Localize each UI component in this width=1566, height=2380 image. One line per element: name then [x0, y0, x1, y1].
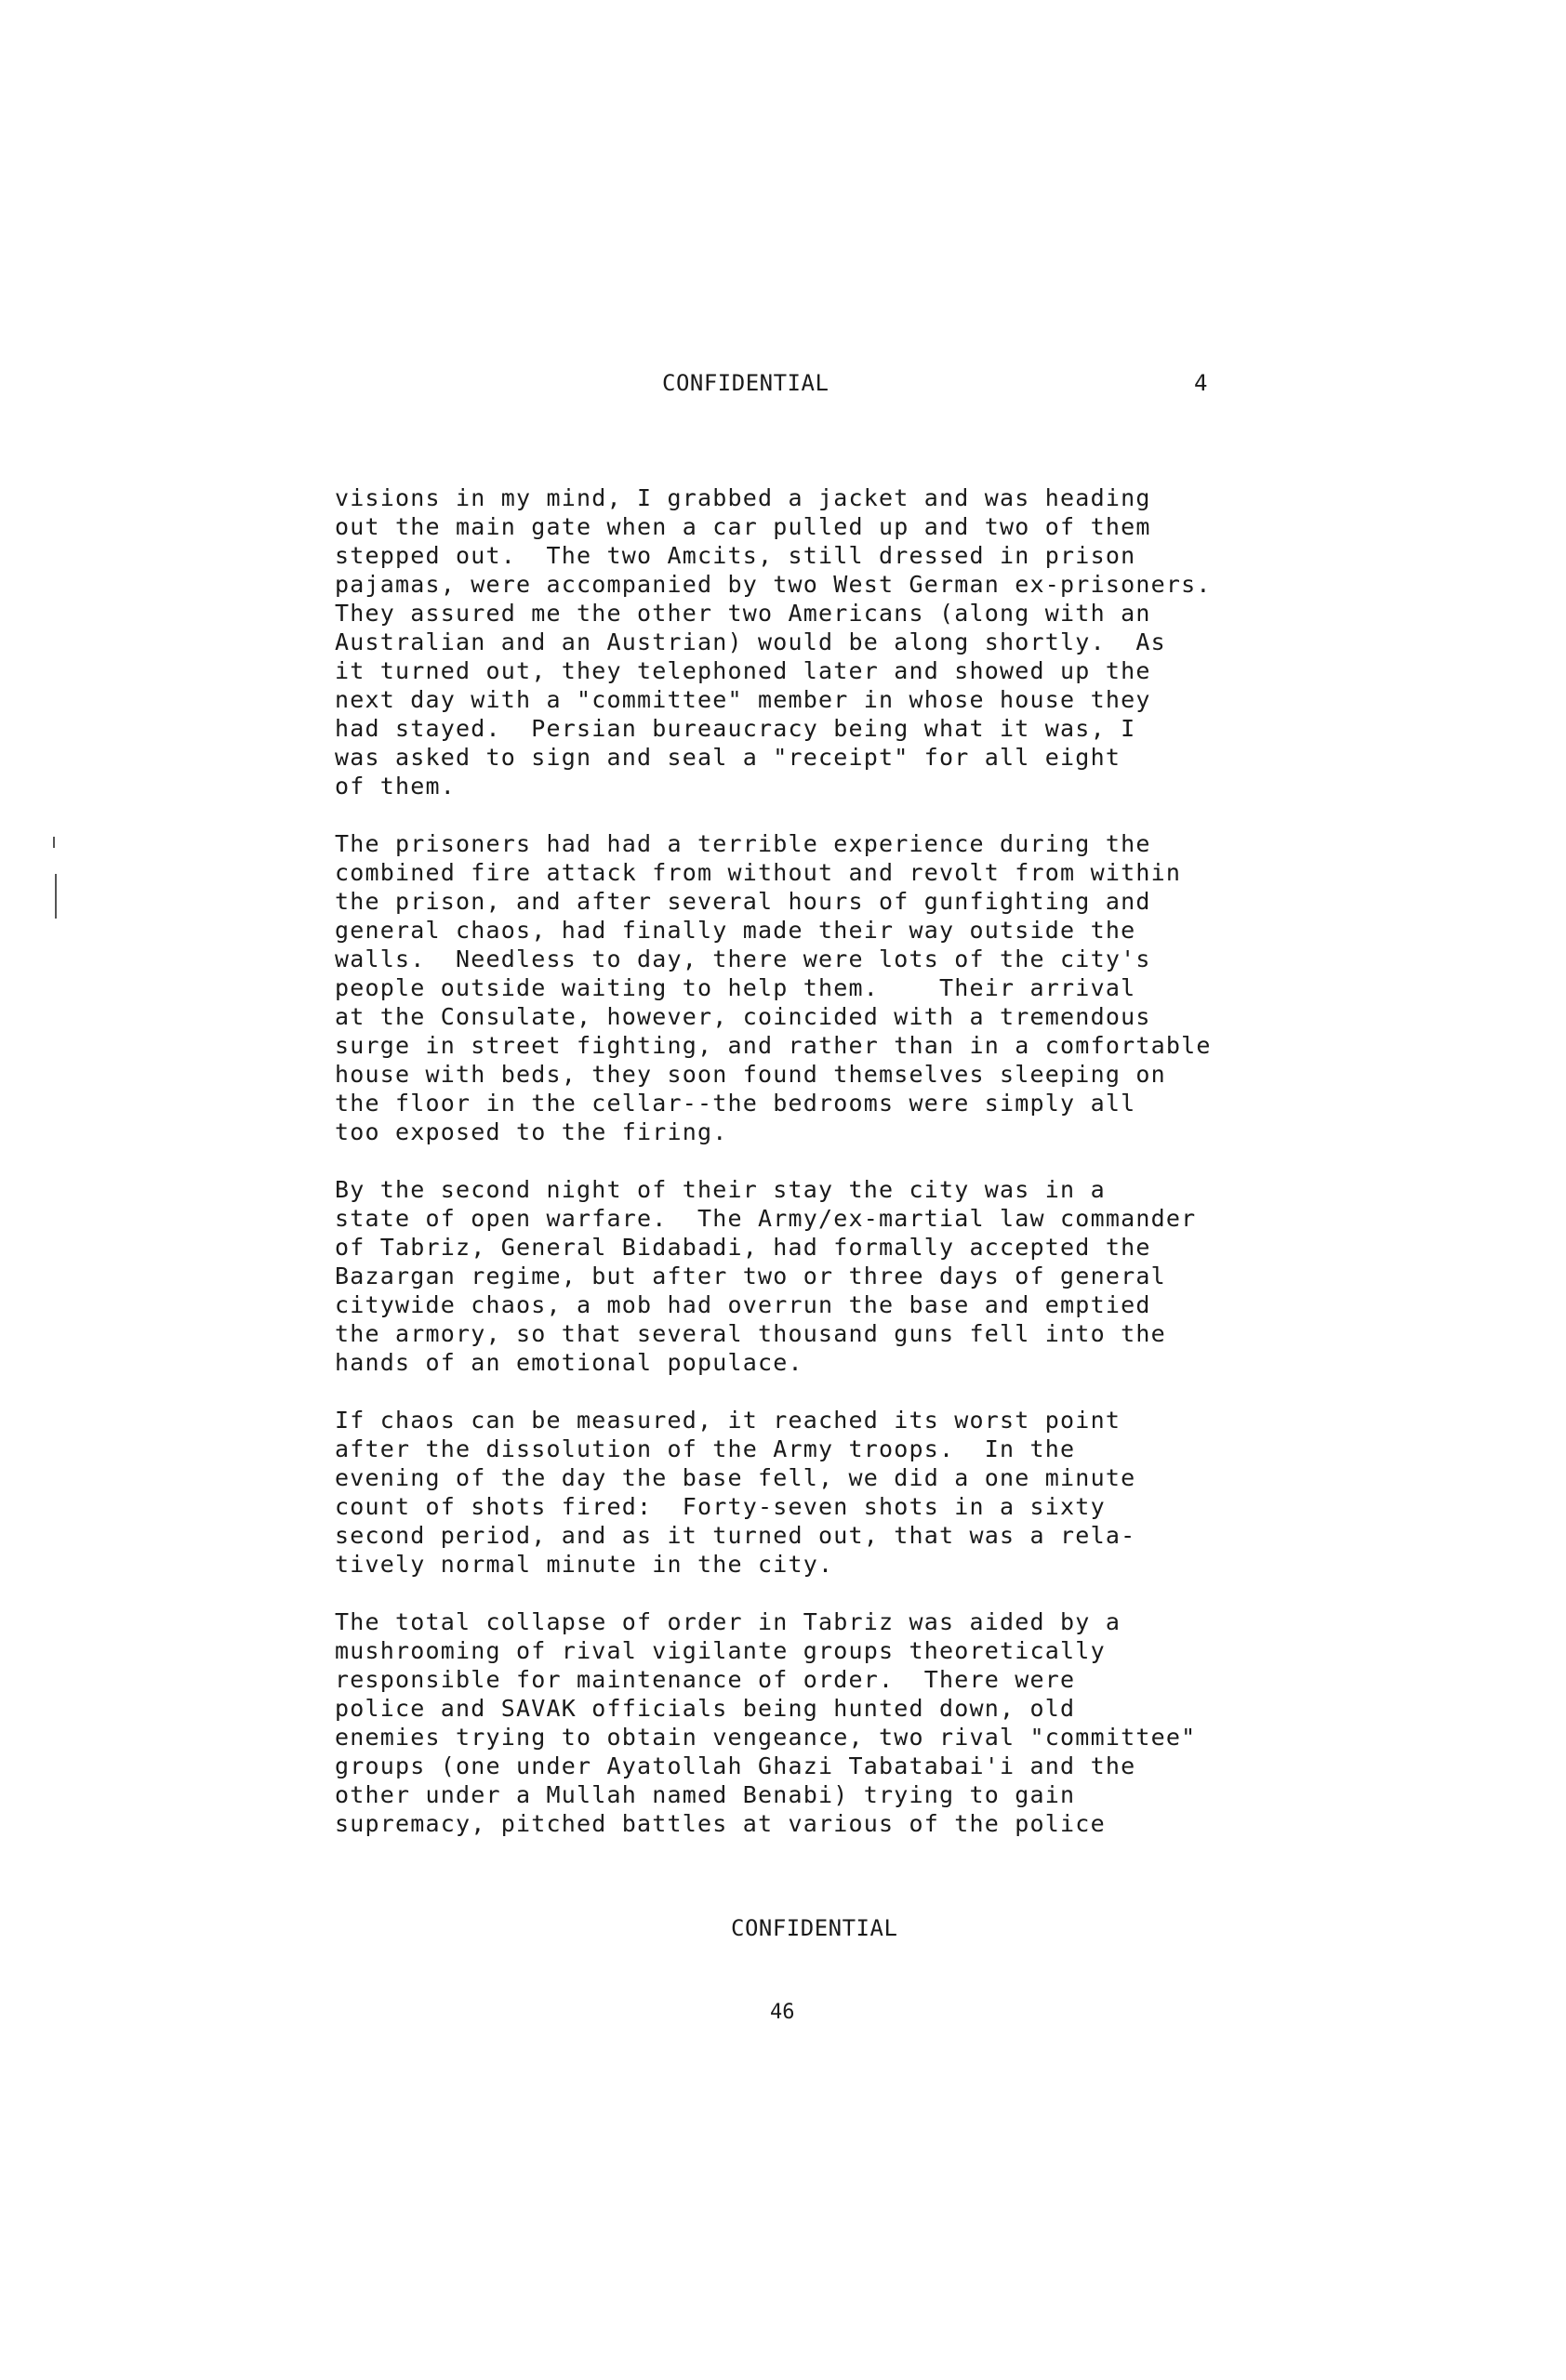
paragraph-4: If chaos can be measured, it reached its worst point after the dissolution of the Army troops. In the evening of the day the base fell, we did a one minute count of shots fired: Forty-seven shots in a sixty second period, and as it turned out, that was a rela- tively normal minute in the city.: [335, 1407, 1136, 1578]
paragraph-2: The prisoners had had a terrible experience during the combined fire attack from without and revolt from within the prison, and after several hours of gunfighting and general chaos, had finally made their way outside the walls. Needless to day, there were lots of the city's people outside waiting to help them. Their arrival at the Consulate, however, coincided with a tremendous surge in street fighting, and rather than in a comfortable house with beds, they soon found themselves sleeping on the floor in the cellar--the bedrooms were simply all too exposed to the firing.: [335, 830, 1212, 1145]
margin-mark: [55, 874, 57, 919]
footer-page-number: 46: [770, 2001, 795, 2024]
footer-classification: CONFIDENTIAL: [731, 1915, 898, 1941]
margin-mark: [53, 837, 55, 848]
paragraph-5: The total collapse of order in Tabriz was aided by a mushrooming of rival vigilante groups theoretically responsible for maintenance of order. There were police and SAVAK officials being hunted down, old enemies trying to obtain vengeance, two rival "committee" groups (one under Ayatollah Ghazi Tabatabai'i and the other under a Mullah named Benabi) trying to gain supremacy, pitched battles at various of the police: [335, 1608, 1197, 1837]
document-body: [335, 483, 1358, 1867]
header-page-number: 4: [1194, 370, 1208, 396]
paragraph-1: visions in my mind, I grabbed a jacket and was heading out the main gate when a car pulled up and two of them stepped out. The two Amcits, still dressed in prison pajamas, were accompanied by two West German ex-prisoners. They assured me the other two Americans (along with an Australian and an Austrian) would be along shortly. As it turned out, they telephoned later and showed up the next day with a "committee" member in whose house they had stayed. Persian bureaucracy being what it was, I was asked to sign and seal a "receipt" for all eight of them.: [335, 484, 1212, 800]
paragraph-3: By the second night of their stay the city was in a state of open warfare. The Army/ex-martial law commander of Tabriz, General Bidabadi, had formally accepted the Bazargan regime, but after two or three days of general citywide chaos, a mob had overrun the base and emptied the armory, so that several thousand guns fell into the hands of an emotional populace.: [335, 1176, 1197, 1376]
header-classification: CONFIDENTIAL: [662, 370, 829, 396]
